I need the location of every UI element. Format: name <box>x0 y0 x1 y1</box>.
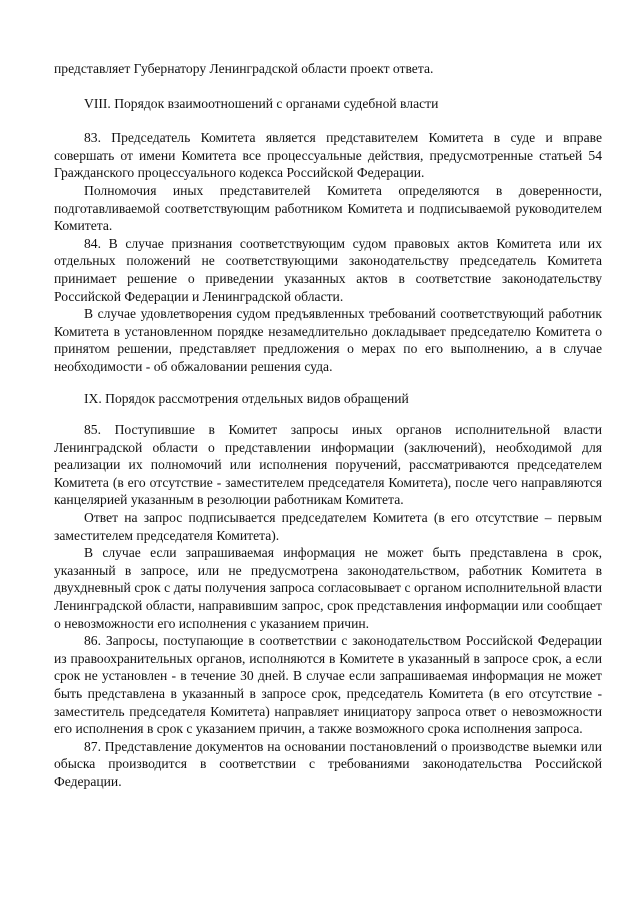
document-body <box>54 60 602 791</box>
spacer <box>54 407 602 421</box>
paragraph-83-representatives: Полномочия иных представителей Комитета определяются в доверенности, подготавливаемой соответствующим работником Комитета и подписываемой руководителем Комитета. <box>54 182 602 234</box>
paragraph-84: 84. В случае признания соответствующим судом правовых актов Комитета или их отдельных положений не соответствующими законодательству председатель Комитета принимает решение о приведении указанных актов в соответствие законодательству Российской Федерации и Ленинградской области. <box>54 235 602 304</box>
paragraph-87: 87. Представление документов на основании постановлений о производстве выемки или обыска производится в соответствии с требованиями законодательства Российской Федерации. <box>54 738 602 789</box>
spacer <box>54 376 602 390</box>
spacer <box>54 78 602 95</box>
paragraph-continuation: представляет Губернатору Ленинградской области проект ответа. <box>54 61 434 76</box>
paragraph-85: 85. Поступившие в Комитет запросы иных органов исполнительной власти Ленинградской области о представлении информации (заключений), необходимой для реализации их полномочий или исполнения поручений, рассматриваются председателем Комитета (в его отсутствие - заместителем председателя Комитета), после чего направляются канцелярией указанным в резолюции работникам Комитета. <box>54 422 602 508</box>
spacer <box>54 112 602 129</box>
paragraph-85-deadline: В случае если запрашиваемая информация не может быть представлена в срок, указанный в запросе, или не предусмотрена законодательством, работник Комитета в двухдневный срок с даты получения запроса согласовывает с органом исполнительной власти Ленинградской области, направившим запрос, срок представления информации или сообщает о невозможности его исполнения с указанием причин. <box>54 545 602 631</box>
section-heading-viii: VIII. Порядок взаимоотношений с органами судебной власти <box>84 95 439 111</box>
paragraph-83: 83. Председатель Комитета является представителем Комитета в суде и вправе совершать от имени Комитета все процессуальные действия, предусмотренные статьей 54 Гражданского процессуального кодекса Российской Федерации. <box>54 130 602 181</box>
paragraph-86: 86. Запросы, поступающие в соответствии с законодательством Российской Федерации из правоохранительных органов, исполняются в Комитете в указанный в запросе срок, а если срок не установлен - в течение 30 дней. В случае если запрашиваемая информация не может быть представлена в указанный в запросе срок, председатель Комитета (в его отсутствие - заместитель председателя Комитета) направляет инициатору запроса ответ о невозможности его исполнения в срок с указанием причин, а также возможного срока исполнения запроса. <box>54 633 602 737</box>
paragraph-85-reply-signing: Ответ на запрос подписывается председателем Комитета (в его отсутствие – первым заместителем председателя Комитета). <box>54 510 602 543</box>
paragraph-84-court-claims: В случае удовлетворения судом предъявленных требований соответствующий работник Комитета в установленном порядке незамедлительно докладывает председателю Комитета о принятом решении, представляет предложения о мерах по его выполнению, а в случае необходимости - об обжаловании решения суда. <box>54 306 602 374</box>
section-heading-ix: IX. Порядок рассмотрения отдельных видов обращений <box>84 390 409 406</box>
